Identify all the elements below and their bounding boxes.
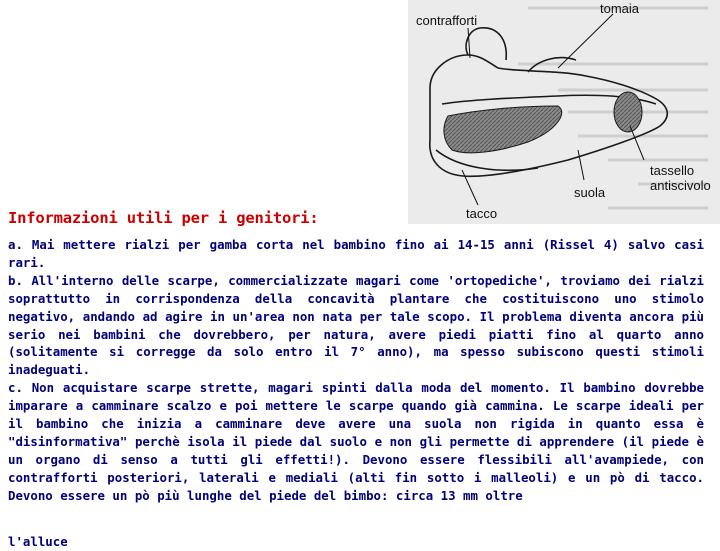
cut-off-text: l'alluce bbox=[8, 534, 68, 549]
label-antiscivolo: antiscivolo bbox=[650, 178, 711, 193]
label-tacco: tacco bbox=[466, 206, 498, 221]
shoe-diagram bbox=[408, 0, 720, 224]
label-tomaia: tomaia bbox=[600, 1, 640, 16]
label-contrafforti: contrafforti bbox=[416, 13, 478, 28]
section-heading: Informazioni utili per i genitori: bbox=[8, 209, 319, 227]
label-suola: suola bbox=[574, 185, 606, 200]
tassello-antiscivolo-area bbox=[614, 92, 642, 132]
paragraph-b: b. All'interno delle scarpe, commercializzate magari come 'ortopediche', troviamo dei rialzi soprattutto in corrispondenza della concavità plantare che costituiscono uno stimolo negativo, andando ad agire in un'area non nata per tale scopo. Il problema diventa ancora più serio nei bambini che dovrebbero, per natura, avere piedi piatti fino al quarto anno (solitamente si corregge da solo entro il 7° anno), ma spesso subiscono questi stimoli inadeguati. bbox=[8, 272, 704, 378]
label-tassello: tassello bbox=[650, 163, 695, 178]
paragraph-c: c. Non acquistare scarpe strette, magari spinti dalla moda del momento. Il bambino dovrebbe imparare a camminare scalzo e poi mettere le scarpe quando già cammina. Le scarpe ideali per il bambino che inizia a camminare deve avere una suola non rigida in quanto essa è "disinformativa" perchè isola il piede dal suolo e non gli permette di apprendere (il piede è un organo di senso a tutti gli effetti!). Devono essere flessibili all'avampiede, con contrafforti posteriori, laterali e mediali (alti fin sotto i malleoli) e un pò di tacco. Devono essere un pò più lunghe del piede del bimbo: circa 13 mm oltre bbox=[8, 380, 704, 503]
body-text bbox=[8, 236, 704, 505]
paragraph-a: a. Mai mettere rialzi per gamba corta nel bambino fino ai 14-15 anni (Rissel 4) salvo casi rari. bbox=[8, 237, 704, 270]
contrafforti-area bbox=[444, 106, 562, 153]
